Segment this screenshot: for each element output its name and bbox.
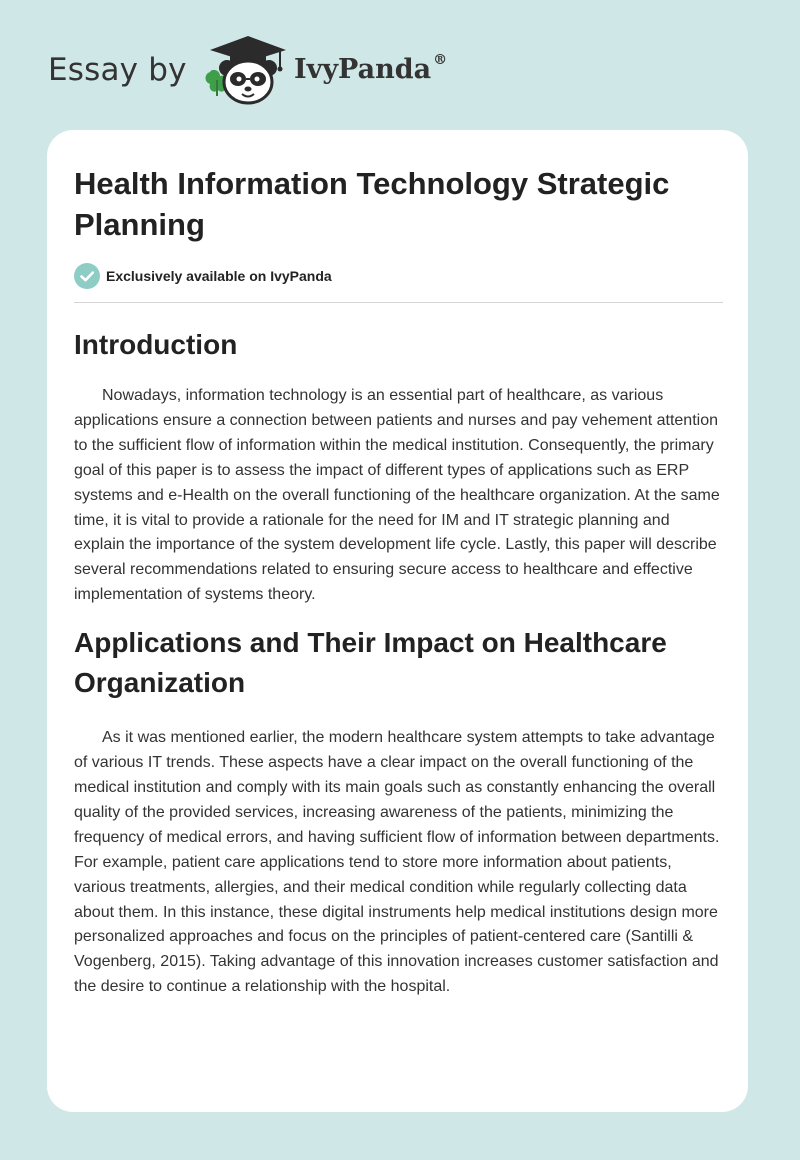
essay-card	[47, 130, 748, 1112]
essay-by-label: Essay by	[48, 52, 187, 88]
check-circle-icon	[74, 263, 100, 289]
section-heading-introduction: Introduction	[74, 329, 238, 360]
site-header	[48, 34, 508, 106]
exclusive-badge	[74, 263, 723, 289]
brand-name-text: IvyPanda	[294, 54, 432, 85]
essay-title: Health Information Technology Strategic Planning	[74, 166, 670, 242]
section-paragraph-introduction: Nowadays, information technology is an essential part of healthcare, as various applications ensure a connection between patients and nurses and pay vehement attention to the sufficient flow of information within the medical institution. Consequently, the primary goal of this paper is to assess the impact of different types of applications such as ERP systems and e-Health on the overall functioning of the healthcare organization. At the same time, it is vital to provide a rationale for the need for IM and IT strategic planning and explain the importance of the system development life cycle. Lastly, this paper will describe several recommendations related to ensuring secure access to healthcare and effective implementation of systems theory.	[74, 387, 720, 604]
brand-name[interactable]	[294, 54, 447, 85]
section-heading-applications: Applications and Their Impact on Healthcare Organization	[74, 627, 667, 699]
title-divider	[74, 302, 723, 303]
essay-content	[74, 130, 723, 1000]
registered-mark: ®	[433, 52, 448, 68]
exclusive-badge-text: Exclusively available on IvyPanda	[106, 268, 332, 284]
section-paragraph-applications: As it was mentioned earlier, the modern healthcare system attempts to take advantage of various IT trends. These aspects have a clear impact on the overall functioning of the medical institution and comply with its main goals such as constantly enhancing the overall quality of the provided services, increasing awareness of the patients, minimizing the frequency of medical errors, and having sufficient flow of information between departments. For example, patient care applications tend to store more information about patients, various treatments, allergies, and their medical condition while regularly collecting data about them. In this instance, these digital instruments help medical institutions design more personalized approaches and focus on the principles of patient-centered care (Santilli & Vogenberg, 2015). Taking advantage of this innovation increases customer satisfaction and the desire to continue a relationship with the hospital.	[74, 729, 720, 996]
panda-graduate-logo-icon[interactable]	[200, 34, 296, 106]
